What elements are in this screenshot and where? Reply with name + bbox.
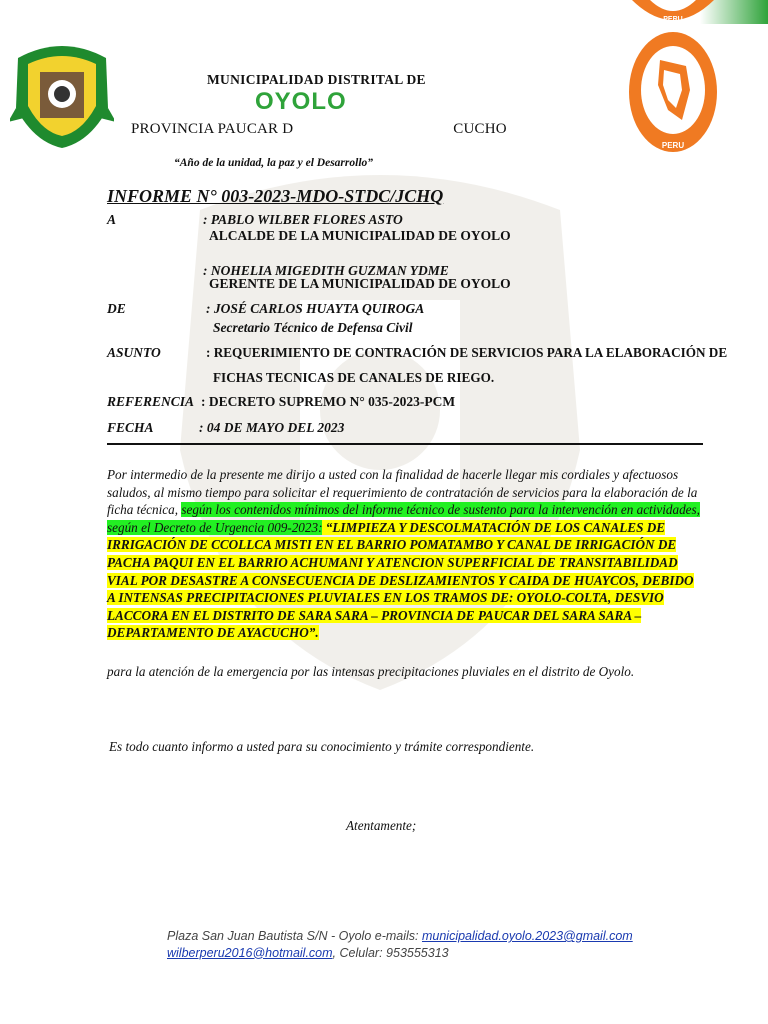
seal-top-country: PERU <box>663 16 683 23</box>
body-green-highlight: según los contenidos mínimos del informe técnico de sustento para la intervención en actividades, según el Decreto de Urgencia 009-2023: <box>107 502 700 535</box>
date-value: : 04 DE MAYO DEL 2023 <box>199 420 345 435</box>
subject-line-1: : REQUERIMIENTO DE CONTRACIÓN DE SERVICIOS PARA LA ELABORACIÓN DE <box>206 345 728 360</box>
footer-phone: , Celular: 953555313 <box>332 945 449 960</box>
body-intro: Por intermedio de la presente me dirijo a usted con la finalidad de hacerle llegar mis cordiales y afectuosos saludos, al mismo tiempo para solicitar el requerimiento de contratación de servicios para la elaboración de la ficha técnica, <box>107 467 698 518</box>
to-label: A <box>107 212 117 227</box>
footer-address: Plaza San Juan Bautista S/N - Oyolo e-mails: <box>167 929 422 943</box>
district-name: OYOLO <box>255 88 347 115</box>
subject-line-2: FICHAS TECNICAS DE CANALES DE RIEGO. <box>213 370 495 385</box>
subject-label: ASUNTO <box>107 345 161 360</box>
year-motto: “Año de la unidad, la paz y el Desarrollo” <box>174 157 374 169</box>
reference-label: REFERENCIA <box>107 394 195 409</box>
report-title: INFORME N° 003-2023-MDO-STDC/JCHQ <box>107 186 444 206</box>
to-name-1: : PABLO WILBER FLORES ASTO <box>203 212 403 227</box>
email-link-2[interactable]: wilberperu2016@hotmail.com <box>167 945 333 960</box>
body-yellow-highlight: “LIMPIEZA Y DESCOLMATACIÓN DE LOS CANALES DE IRRIGACIÓN DE CCOLLCA MISTI EN EL BARRIO POMATAMBO Y CANAL DE IRRIGACIÓN DE PACHA PAQUI EN EL BARRIO ACHUMANI Y ATENCION SUPERFICIAL DE TRANSITABILIDAD VIAL POR DESASTRE A CONSECUENCIA DE DESLIZAMIENTOS Y CAIDA DE HUAYCOS, DEBIDO A INTENSAS PRECIPITACIONES PLUVIALES EN LOS TRAMOS DE: OYOLO-COLTA, DESVIO LACCORA EN EL DISTRITO DE SARA SARA – PROVINCIA DE PAUCAR DEL SARA SARA – DEPARTAMENTO DE AYACUCHO”. <box>107 519 694 641</box>
body-tail: para la atención de la emergencia por las intensas precipitaciones pluviales en el distrito de Oyolo. <box>107 664 635 679</box>
date-label: FECHA <box>107 420 154 435</box>
from-label: DE <box>107 301 126 316</box>
civil-defense-seal <box>628 30 718 155</box>
seal-country: PERU <box>661 141 685 150</box>
sign-off: Atentamente; <box>346 818 417 833</box>
from-name: : JOSÉ CARLOS HUAYTA QUIROGA <box>206 301 425 316</box>
to-role-1: ALCALDE DE LA MUNICIPALIDAD DE OYOLO <box>209 228 511 243</box>
province-occluded <box>293 122 453 138</box>
civil-defense-seal-top <box>628 0 718 26</box>
email-link-1[interactable]: municipalidad.oyolo.2023@gmail.com <box>421 929 633 943</box>
closing-sentence: Es todo cuanto informo a usted para su conocimiento y trámite correspondiente. <box>109 739 535 754</box>
province-start: PROVINCIA PAUCAR D <box>131 121 294 137</box>
to-role-2: GERENTE DE LA MUNICIPALIDAD DE OYOLO <box>209 276 511 291</box>
header-divider <box>107 443 703 445</box>
footer-line-1 <box>167 928 633 945</box>
municipal-crest-logo <box>10 38 114 150</box>
to-name-2: : NOHELIA MIGEDITH GUZMAN YDME <box>203 263 449 278</box>
from-role: Secretario Técnico de Defensa Civil <box>213 320 413 335</box>
province-line <box>131 121 507 138</box>
reference-value: : DECRETO SUPREMO N° 035-2023-PCM <box>201 394 456 409</box>
body-paragraph <box>107 466 703 642</box>
footer-line-2 <box>167 945 633 962</box>
municipality-title: MUNICIPALIDAD DISTRITAL DE <box>207 72 426 87</box>
footer <box>167 928 633 961</box>
province-end: CUCHO <box>453 121 507 137</box>
